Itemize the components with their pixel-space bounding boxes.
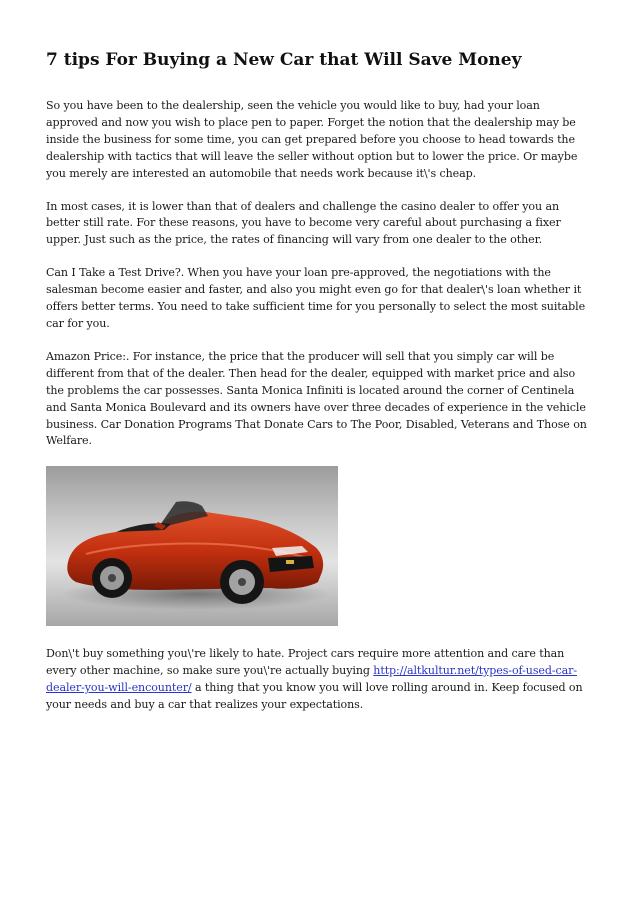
paragraph-4: Amazon Price:. For instance, the price that the producer will sell that you simply car will be different from that of the dealer. Then head for the dealer, equipped with market price and also the problems the car possesses. Santa Monica Infiniti is located around the corner of Centinela and Santa Monica Boulevard and its owners have over three decades of experience in the vehicle business. Car Donation Programs That Donate Cars to The Poor, Disabled, Veterans and Those on Welfare. bbox=[46, 349, 587, 448]
article-title: 7 tips For Buying a New Car that Will Save Money bbox=[46, 50, 522, 70]
paragraph-2: In most cases, it is lower than that of dealers and challenge the casino dealer to offer you an better still rate. For these reasons, you have to become very careful about purchasing a fixer upper. Just such as the price, the rates of financing will vary from one dealer to the other. bbox=[46, 199, 561, 247]
paragraph-5 bbox=[46, 646, 594, 714]
paragraph-1: So you have been to the dealership, seen the vehicle you would like to buy, had your loan approved and now you wish to place pen to paper. Forget the notion that the dealership may be inside the business for some time, you can get prepared before you choose to head towards the dealership with tactics that will leave the seller without option but to lower the price. Or maybe you merely are interested an automobile that needs work because it\'s cheap. bbox=[46, 99, 578, 180]
car-photo bbox=[46, 466, 338, 626]
paragraph-5-text-end: a thing that you know you will love rolling around in. Keep focused on your needs and buy a car that realizes your expectations. bbox=[46, 681, 583, 712]
article-link[interactable]: http://altkultur.net/types-of-used-car-dealer-you-will-encounter/ bbox=[46, 664, 578, 695]
document-page bbox=[46, 48, 594, 730]
red-convertible-car-image bbox=[46, 466, 338, 626]
paragraph-3: Can I Take a Test Drive?. When you have your loan pre-approved, the negotiations with the salesman become easier and faster, and also you might even go for that dealer\'s loan whether it offers better terms. You need to take sufficient time for you personally to select the most suitable car for you. bbox=[46, 266, 586, 330]
paragraph-5-text-start: Don\'t buy something you\'re likely to hate. Project cars require more attention and care than every other machine, so make sure you\'re actually buying bbox=[46, 647, 565, 678]
